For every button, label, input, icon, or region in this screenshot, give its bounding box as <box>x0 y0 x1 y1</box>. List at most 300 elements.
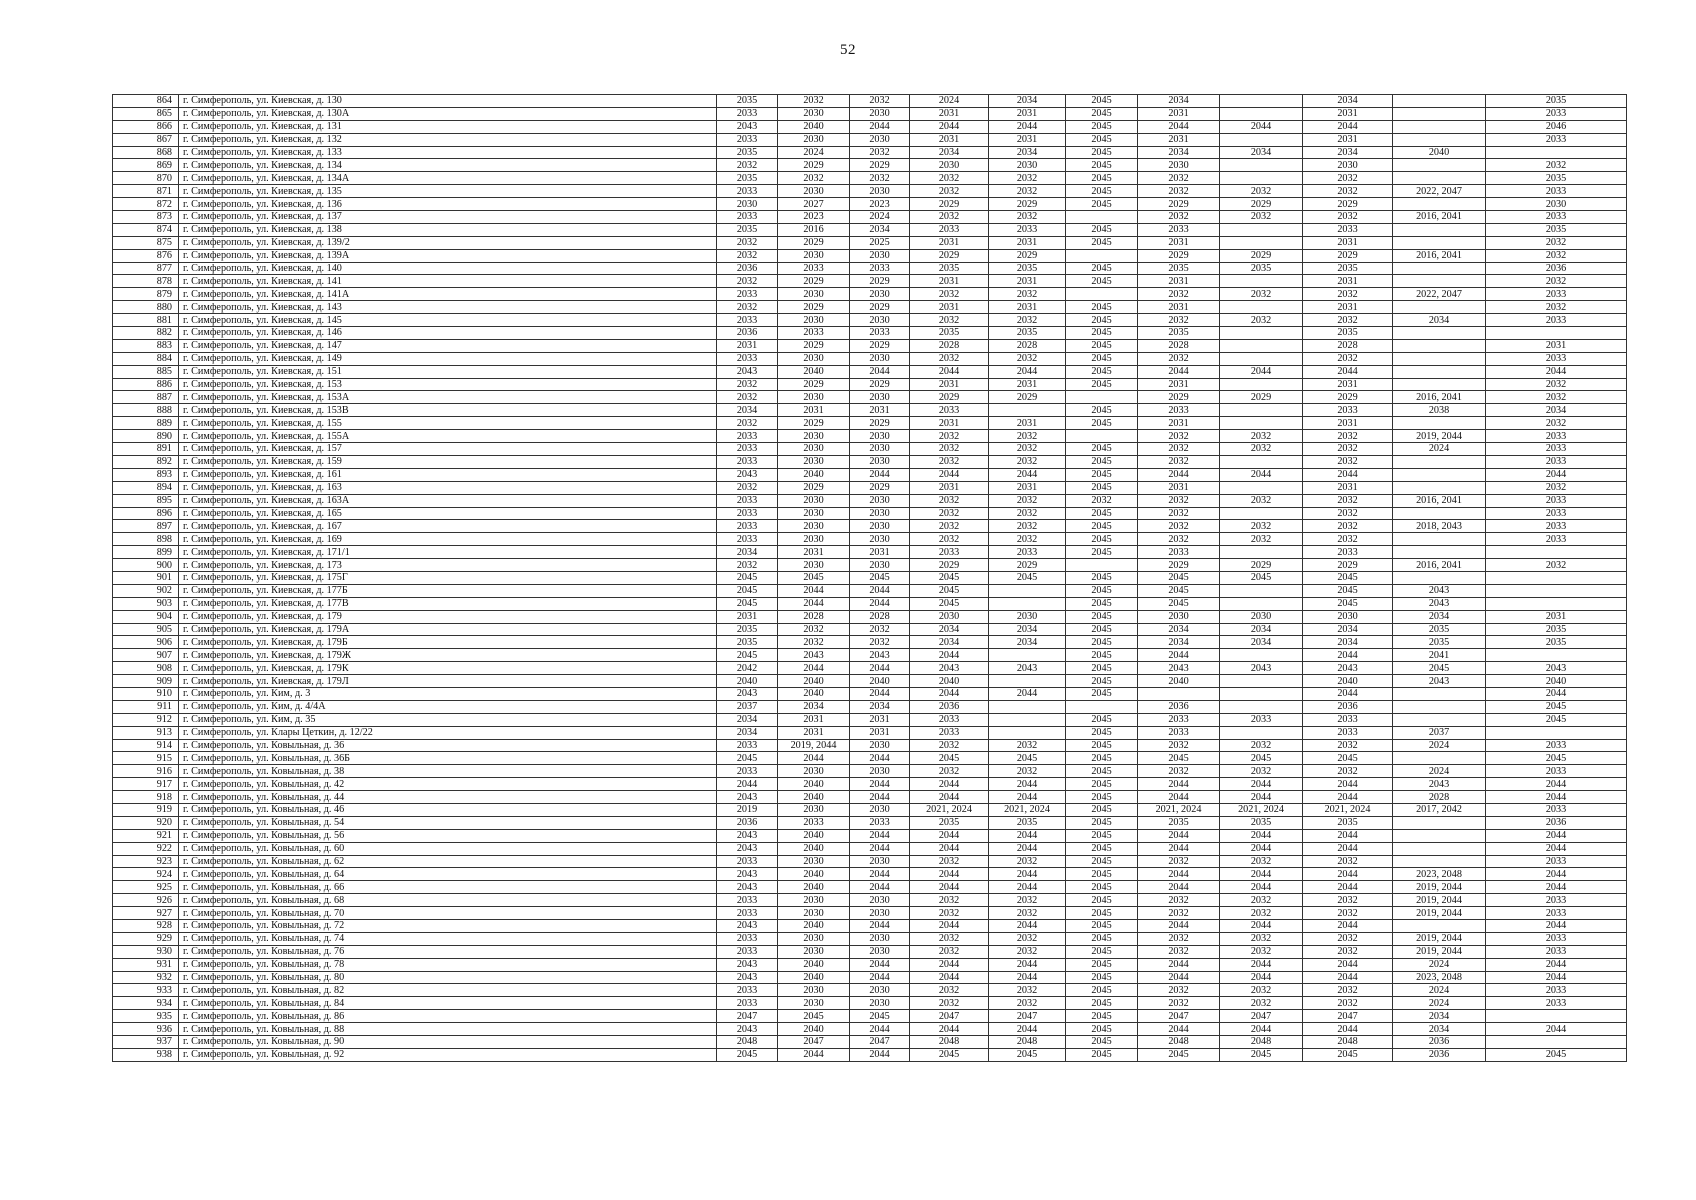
year-cell-7: 2032 <box>1138 494 1220 507</box>
year-cell-1: 2045 <box>717 1048 778 1061</box>
year-cell-11: 2033 <box>1486 533 1627 546</box>
year-cell-1: 2033 <box>717 533 778 546</box>
year-cell-7: 2032 <box>1138 520 1220 533</box>
year-cell-10: 2034 <box>1393 1010 1486 1023</box>
year-cell-9: 2032 <box>1303 507 1393 520</box>
year-cell-5: 2032 <box>989 932 1066 945</box>
address-cell: г. Симферополь, ул. Киевская, д. 132 <box>179 133 717 146</box>
year-cell-1: 2037 <box>717 700 778 713</box>
year-cell-3: 2030 <box>850 997 910 1010</box>
year-cell-11: 2044 <box>1486 778 1627 791</box>
year-cell-8 <box>1220 327 1303 340</box>
year-cell-5: 2034 <box>989 146 1066 159</box>
year-cell-9: 2044 <box>1303 868 1393 881</box>
year-cell-4: 2034 <box>910 636 989 649</box>
year-cell-1: 2033 <box>717 314 778 327</box>
year-cell-7: 2032 <box>1138 352 1220 365</box>
year-cell-4: 2048 <box>910 1036 989 1049</box>
year-cell-7: 2032 <box>1138 211 1220 224</box>
year-cell-10 <box>1393 107 1486 120</box>
year-cell-11: 2044 <box>1486 468 1627 481</box>
year-cell-6: 2045 <box>1066 713 1138 726</box>
address-cell: г. Симферополь, ул. Киевская, д. 135 <box>179 185 717 198</box>
year-cell-2: 2030 <box>778 803 850 816</box>
year-cell-8: 2044 <box>1220 778 1303 791</box>
year-cell-11: 2033 <box>1486 507 1627 520</box>
year-cell-7: 2045 <box>1138 597 1220 610</box>
year-cell-2: 2032 <box>778 623 850 636</box>
year-cell-4: 2032 <box>910 172 989 185</box>
year-cell-3: 2023 <box>850 198 910 211</box>
year-cell-3: 2044 <box>850 842 910 855</box>
table-row <box>113 404 1627 417</box>
year-cell-2: 2030 <box>778 945 850 958</box>
year-cell-10: 2043 <box>1393 778 1486 791</box>
year-cell-8 <box>1220 275 1303 288</box>
year-cell-8 <box>1220 301 1303 314</box>
year-cell-3: 2030 <box>850 133 910 146</box>
year-cell-9: 2031 <box>1303 417 1393 430</box>
year-cell-9: 2031 <box>1303 107 1393 120</box>
row-number-cell: 914 <box>113 739 179 752</box>
row-number-cell: 921 <box>113 829 179 842</box>
year-cell-5: 2031 <box>989 275 1066 288</box>
year-cell-6: 2045 <box>1066 907 1138 920</box>
year-cell-2: 2031 <box>778 726 850 739</box>
year-cell-11: 2032 <box>1486 417 1627 430</box>
year-cell-11: 2045 <box>1486 713 1627 726</box>
year-cell-5: 2031 <box>989 236 1066 249</box>
year-cell-1: 2032 <box>717 559 778 572</box>
table-row <box>113 597 1627 610</box>
address-cell: г. Симферополь, ул. Ковыльная, д. 42 <box>179 778 717 791</box>
year-cell-10 <box>1393 752 1486 765</box>
address-cell: г. Симферополь, ул. Киевская, д. 179 <box>179 610 717 623</box>
row-number-cell: 924 <box>113 868 179 881</box>
address-cell: г. Симферополь, ул. Киевская, д. 139/2 <box>179 236 717 249</box>
year-cell-7: 2031 <box>1138 133 1220 146</box>
year-cell-3: 2030 <box>850 520 910 533</box>
year-cell-6: 2045 <box>1066 443 1138 456</box>
year-cell-5: 2044 <box>989 958 1066 971</box>
year-cell-5: 2032 <box>989 352 1066 365</box>
year-cell-8: 2034 <box>1220 623 1303 636</box>
year-cell-2: 2028 <box>778 610 850 623</box>
address-cell: г. Симферополь, ул. Киевская, д. 140 <box>179 262 717 275</box>
row-number-cell: 929 <box>113 932 179 945</box>
table-row <box>113 713 1627 726</box>
row-number-cell: 875 <box>113 236 179 249</box>
year-cell-3: 2030 <box>850 107 910 120</box>
address-cell: г. Симферополь, ул. Киевская, д. 146 <box>179 327 717 340</box>
year-cell-2: 2031 <box>778 404 850 417</box>
year-cell-8 <box>1220 584 1303 597</box>
year-cell-7: 2035 <box>1138 327 1220 340</box>
year-cell-6: 2045 <box>1066 675 1138 688</box>
year-cell-3: 2025 <box>850 236 910 249</box>
year-cell-7: 2032 <box>1138 288 1220 301</box>
year-cell-2: 2027 <box>778 198 850 211</box>
year-cell-10: 2024 <box>1393 765 1486 778</box>
year-cell-5: 2031 <box>989 133 1066 146</box>
year-cell-11: 2031 <box>1486 610 1627 623</box>
year-cell-8: 2032 <box>1220 533 1303 546</box>
row-number-cell: 879 <box>113 288 179 301</box>
year-cell-5 <box>989 404 1066 417</box>
year-cell-8: 2045 <box>1220 571 1303 584</box>
year-cell-5: 2047 <box>989 1010 1066 1023</box>
table-row <box>113 584 1627 597</box>
year-cell-9: 2021, 2024 <box>1303 803 1393 816</box>
year-cell-3: 2047 <box>850 1036 910 1049</box>
year-cell-4: 2032 <box>910 945 989 958</box>
year-cell-11: 2032 <box>1486 159 1627 172</box>
year-cell-1: 2033 <box>717 894 778 907</box>
year-cell-4: 2045 <box>910 571 989 584</box>
address-cell: г. Симферополь, ул. Ковыльная, д. 78 <box>179 958 717 971</box>
year-cell-8: 2032 <box>1220 855 1303 868</box>
year-cell-11 <box>1486 1010 1627 1023</box>
address-cell: г. Симферополь, ул. Ковыльная, д. 38 <box>179 765 717 778</box>
row-number-cell: 880 <box>113 301 179 314</box>
table-row <box>113 559 1627 572</box>
address-cell: г. Симферополь, ул. Ковыльная, д. 80 <box>179 971 717 984</box>
row-number-cell: 864 <box>113 95 179 108</box>
year-cell-4: 2031 <box>910 236 989 249</box>
year-cell-3: 2044 <box>850 829 910 842</box>
year-cell-11: 2033 <box>1486 185 1627 198</box>
table-row <box>113 507 1627 520</box>
year-cell-4: 2031 <box>910 481 989 494</box>
year-cell-4: 2031 <box>910 107 989 120</box>
year-cell-11 <box>1486 584 1627 597</box>
address-cell: г. Симферополь, ул. Ковыльная, д. 92 <box>179 1048 717 1061</box>
year-cell-8: 2034 <box>1220 146 1303 159</box>
year-cell-5: 2031 <box>989 378 1066 391</box>
year-cell-4: 2044 <box>910 829 989 842</box>
year-cell-10 <box>1393 816 1486 829</box>
address-cell: г. Симферополь, ул. Ковыльная, д. 84 <box>179 997 717 1010</box>
year-cell-3: 2030 <box>850 559 910 572</box>
year-cell-11 <box>1486 327 1627 340</box>
year-cell-9: 2035 <box>1303 327 1393 340</box>
year-cell-11: 2035 <box>1486 223 1627 236</box>
year-cell-6: 2045 <box>1066 275 1138 288</box>
year-cell-8 <box>1220 675 1303 688</box>
year-cell-10 <box>1393 95 1486 108</box>
table-row <box>113 262 1627 275</box>
year-cell-6: 2045 <box>1066 752 1138 765</box>
year-cell-11 <box>1486 146 1627 159</box>
table-row <box>113 288 1627 301</box>
year-cell-11: 2033 <box>1486 107 1627 120</box>
year-cell-11: 2033 <box>1486 133 1627 146</box>
year-cell-8: 2044 <box>1220 842 1303 855</box>
year-cell-7: 2044 <box>1138 842 1220 855</box>
year-cell-4: 2032 <box>910 984 989 997</box>
year-cell-5: 2032 <box>989 765 1066 778</box>
year-cell-9: 2044 <box>1303 687 1393 700</box>
year-cell-7 <box>1138 687 1220 700</box>
year-cell-9: 2033 <box>1303 713 1393 726</box>
year-cell-10 <box>1393 829 1486 842</box>
year-cell-4: 2035 <box>910 327 989 340</box>
year-cell-1: 2043 <box>717 920 778 933</box>
year-cell-5: 2031 <box>989 107 1066 120</box>
year-cell-7: 2040 <box>1138 675 1220 688</box>
year-cell-10 <box>1393 198 1486 211</box>
year-cell-10 <box>1393 855 1486 868</box>
year-cell-5: 2032 <box>989 494 1066 507</box>
year-cell-7: 2032 <box>1138 455 1220 468</box>
address-cell: г. Симферополь, ул. Клары Цеткин, д. 12/22 <box>179 726 717 739</box>
address-cell: г. Симферополь, ул. Киевская, д. 165 <box>179 507 717 520</box>
year-cell-11 <box>1486 649 1627 662</box>
year-cell-6: 2045 <box>1066 262 1138 275</box>
year-cell-10: 2035 <box>1393 623 1486 636</box>
year-cell-3: 2033 <box>850 327 910 340</box>
year-cell-2: 2029 <box>778 159 850 172</box>
table-row <box>113 726 1627 739</box>
year-cell-11: 2045 <box>1486 1048 1627 1061</box>
year-cell-7: 2032 <box>1138 314 1220 327</box>
year-cell-3: 2030 <box>850 855 910 868</box>
year-cell-3: 2030 <box>850 288 910 301</box>
address-cell: г. Симферополь, ул. Киевская, д. 133 <box>179 146 717 159</box>
year-cell-8: 2045 <box>1220 752 1303 765</box>
year-cell-7: 2044 <box>1138 881 1220 894</box>
year-cell-7: 2044 <box>1138 120 1220 133</box>
row-number-cell: 891 <box>113 443 179 456</box>
row-number-cell: 886 <box>113 378 179 391</box>
year-cell-11: 2033 <box>1486 945 1627 958</box>
year-cell-4: 2031 <box>910 301 989 314</box>
address-cell: г. Симферополь, ул. Киевская, д. 163 <box>179 481 717 494</box>
year-cell-9: 2033 <box>1303 726 1393 739</box>
row-number-cell: 920 <box>113 816 179 829</box>
year-cell-10 <box>1393 301 1486 314</box>
year-cell-1: 2033 <box>717 932 778 945</box>
year-cell-6: 2045 <box>1066 546 1138 559</box>
year-cell-10 <box>1393 378 1486 391</box>
year-cell-3: 2045 <box>850 1010 910 1023</box>
year-cell-3: 2030 <box>850 314 910 327</box>
year-cell-6: 2045 <box>1066 172 1138 185</box>
year-cell-2: 2030 <box>778 907 850 920</box>
year-cell-10: 2041 <box>1393 649 1486 662</box>
year-cell-9: 2029 <box>1303 198 1393 211</box>
table-row <box>113 971 1627 984</box>
table-row <box>113 95 1627 108</box>
year-cell-11: 2032 <box>1486 559 1627 572</box>
table-row <box>113 172 1627 185</box>
year-cell-3: 2030 <box>850 907 910 920</box>
year-cell-4: 2044 <box>910 881 989 894</box>
year-cell-5: 2029 <box>989 249 1066 262</box>
table-row <box>113 249 1627 262</box>
row-number-cell: 910 <box>113 687 179 700</box>
year-cell-8: 2044 <box>1220 868 1303 881</box>
year-cell-9: 2030 <box>1303 159 1393 172</box>
year-cell-8 <box>1220 352 1303 365</box>
year-cell-1: 2033 <box>717 455 778 468</box>
year-cell-9: 2030 <box>1303 610 1393 623</box>
year-cell-9: 2032 <box>1303 314 1393 327</box>
year-cell-4: 2044 <box>910 365 989 378</box>
year-cell-1: 2043 <box>717 1023 778 1036</box>
year-cell-3: 2029 <box>850 159 910 172</box>
year-cell-8: 2030 <box>1220 610 1303 623</box>
row-number-cell: 869 <box>113 159 179 172</box>
year-cell-3: 2030 <box>850 765 910 778</box>
year-cell-8: 2044 <box>1220 881 1303 894</box>
row-number-cell: 908 <box>113 662 179 675</box>
table-row <box>113 236 1627 249</box>
year-cell-2: 2044 <box>778 1048 850 1061</box>
year-cell-3: 2029 <box>850 301 910 314</box>
year-cell-6: 2045 <box>1066 610 1138 623</box>
year-cell-4: 2044 <box>910 842 989 855</box>
year-cell-8: 2029 <box>1220 249 1303 262</box>
year-cell-1: 2033 <box>717 494 778 507</box>
address-cell: г. Симферополь, ул. Ковыльная, д. 56 <box>179 829 717 842</box>
year-cell-7: 2032 <box>1138 855 1220 868</box>
year-cell-7: 2031 <box>1138 481 1220 494</box>
year-cell-1: 2042 <box>717 662 778 675</box>
year-cell-8: 2044 <box>1220 468 1303 481</box>
year-cell-6: 2045 <box>1066 958 1138 971</box>
table-row <box>113 907 1627 920</box>
year-cell-10 <box>1393 417 1486 430</box>
year-cell-5: 2044 <box>989 120 1066 133</box>
year-cell-2: 2040 <box>778 778 850 791</box>
year-cell-11: 2033 <box>1486 765 1627 778</box>
year-cell-11: 2044 <box>1486 971 1627 984</box>
table-row <box>113 198 1627 211</box>
year-cell-8 <box>1220 507 1303 520</box>
year-cell-6: 2045 <box>1066 984 1138 997</box>
year-cell-3: 2034 <box>850 223 910 236</box>
year-cell-6: 2045 <box>1066 597 1138 610</box>
year-cell-1: 2043 <box>717 365 778 378</box>
table-row <box>113 1036 1627 1049</box>
year-cell-8: 2047 <box>1220 1010 1303 1023</box>
table-row <box>113 623 1627 636</box>
address-cell: г. Симферополь, ул. Киевская, д. 153А <box>179 391 717 404</box>
year-cell-2: 2047 <box>778 1036 850 1049</box>
row-number-cell: 931 <box>113 958 179 971</box>
year-cell-6: 2045 <box>1066 339 1138 352</box>
year-cell-9: 2032 <box>1303 288 1393 301</box>
table-body <box>113 95 1627 1062</box>
table-row <box>113 636 1627 649</box>
year-cell-9: 2032 <box>1303 997 1393 1010</box>
year-cell-9: 2034 <box>1303 636 1393 649</box>
year-cell-5: 2044 <box>989 920 1066 933</box>
year-cell-6: 2045 <box>1066 829 1138 842</box>
year-cell-4: 2021, 2024 <box>910 803 989 816</box>
year-cell-9: 2045 <box>1303 752 1393 765</box>
year-cell-8: 2044 <box>1220 920 1303 933</box>
year-cell-4: 2044 <box>910 649 989 662</box>
year-cell-11: 2035 <box>1486 95 1627 108</box>
year-cell-5: 2031 <box>989 417 1066 430</box>
year-cell-8 <box>1220 417 1303 430</box>
year-cell-2: 2040 <box>778 829 850 842</box>
year-cell-10: 2024 <box>1393 739 1486 752</box>
year-cell-8: 2044 <box>1220 120 1303 133</box>
year-cell-10 <box>1393 352 1486 365</box>
year-cell-3: 2029 <box>850 481 910 494</box>
table-row <box>113 468 1627 481</box>
row-number-cell: 936 <box>113 1023 179 1036</box>
year-cell-1: 2045 <box>717 571 778 584</box>
year-cell-9: 2044 <box>1303 1023 1393 1036</box>
year-cell-2: 2030 <box>778 314 850 327</box>
year-cell-5: 2032 <box>989 455 1066 468</box>
table-row <box>113 481 1627 494</box>
year-cell-4: 2044 <box>910 468 989 481</box>
year-cell-3: 2030 <box>850 494 910 507</box>
year-cell-8 <box>1220 236 1303 249</box>
year-cell-1: 2033 <box>717 997 778 1010</box>
row-number-cell: 873 <box>113 211 179 224</box>
year-cell-7: 2033 <box>1138 713 1220 726</box>
year-cell-2: 2043 <box>778 649 850 662</box>
year-cell-5 <box>989 700 1066 713</box>
year-cell-3: 2044 <box>850 365 910 378</box>
address-cell: г. Симферополь, ул. Киевская, д. 177Б <box>179 584 717 597</box>
year-cell-8: 2032 <box>1220 984 1303 997</box>
year-cell-2: 2030 <box>778 984 850 997</box>
year-cell-4: 2029 <box>910 198 989 211</box>
year-cell-7: 2032 <box>1138 533 1220 546</box>
address-cell: г. Симферополь, ул. Киевская, д. 136 <box>179 198 717 211</box>
year-cell-3: 2044 <box>850 881 910 894</box>
year-cell-6: 2045 <box>1066 223 1138 236</box>
year-cell-6: 2045 <box>1066 120 1138 133</box>
year-cell-8 <box>1220 133 1303 146</box>
year-cell-7: 2030 <box>1138 159 1220 172</box>
year-cell-7: 2044 <box>1138 365 1220 378</box>
year-cell-1: 2045 <box>717 752 778 765</box>
year-cell-9: 2031 <box>1303 275 1393 288</box>
year-cell-9: 2028 <box>1303 339 1393 352</box>
table-row <box>113 365 1627 378</box>
address-cell: г. Симферополь, ул. Киевская, д. 143 <box>179 301 717 314</box>
year-cell-11: 2032 <box>1486 481 1627 494</box>
year-cell-11: 2033 <box>1486 288 1627 301</box>
year-cell-5: 2044 <box>989 687 1066 700</box>
year-cell-5: 2044 <box>989 1023 1066 1036</box>
table-row <box>113 185 1627 198</box>
year-cell-5 <box>989 713 1066 726</box>
year-cell-6: 2045 <box>1066 894 1138 907</box>
year-cell-2: 2033 <box>778 262 850 275</box>
year-cell-1: 2033 <box>717 443 778 456</box>
address-cell: г. Симферополь, ул. Ковыльная, д. 44 <box>179 791 717 804</box>
schedule-table <box>112 94 1627 1062</box>
year-cell-3: 2040 <box>850 675 910 688</box>
year-cell-11: 2030 <box>1486 198 1627 211</box>
year-cell-7: 2045 <box>1138 752 1220 765</box>
year-cell-6: 2045 <box>1066 662 1138 675</box>
year-cell-10 <box>1393 275 1486 288</box>
year-cell-1: 2032 <box>717 481 778 494</box>
year-cell-2: 2030 <box>778 533 850 546</box>
year-cell-9: 2032 <box>1303 739 1393 752</box>
year-cell-2: 2030 <box>778 391 850 404</box>
